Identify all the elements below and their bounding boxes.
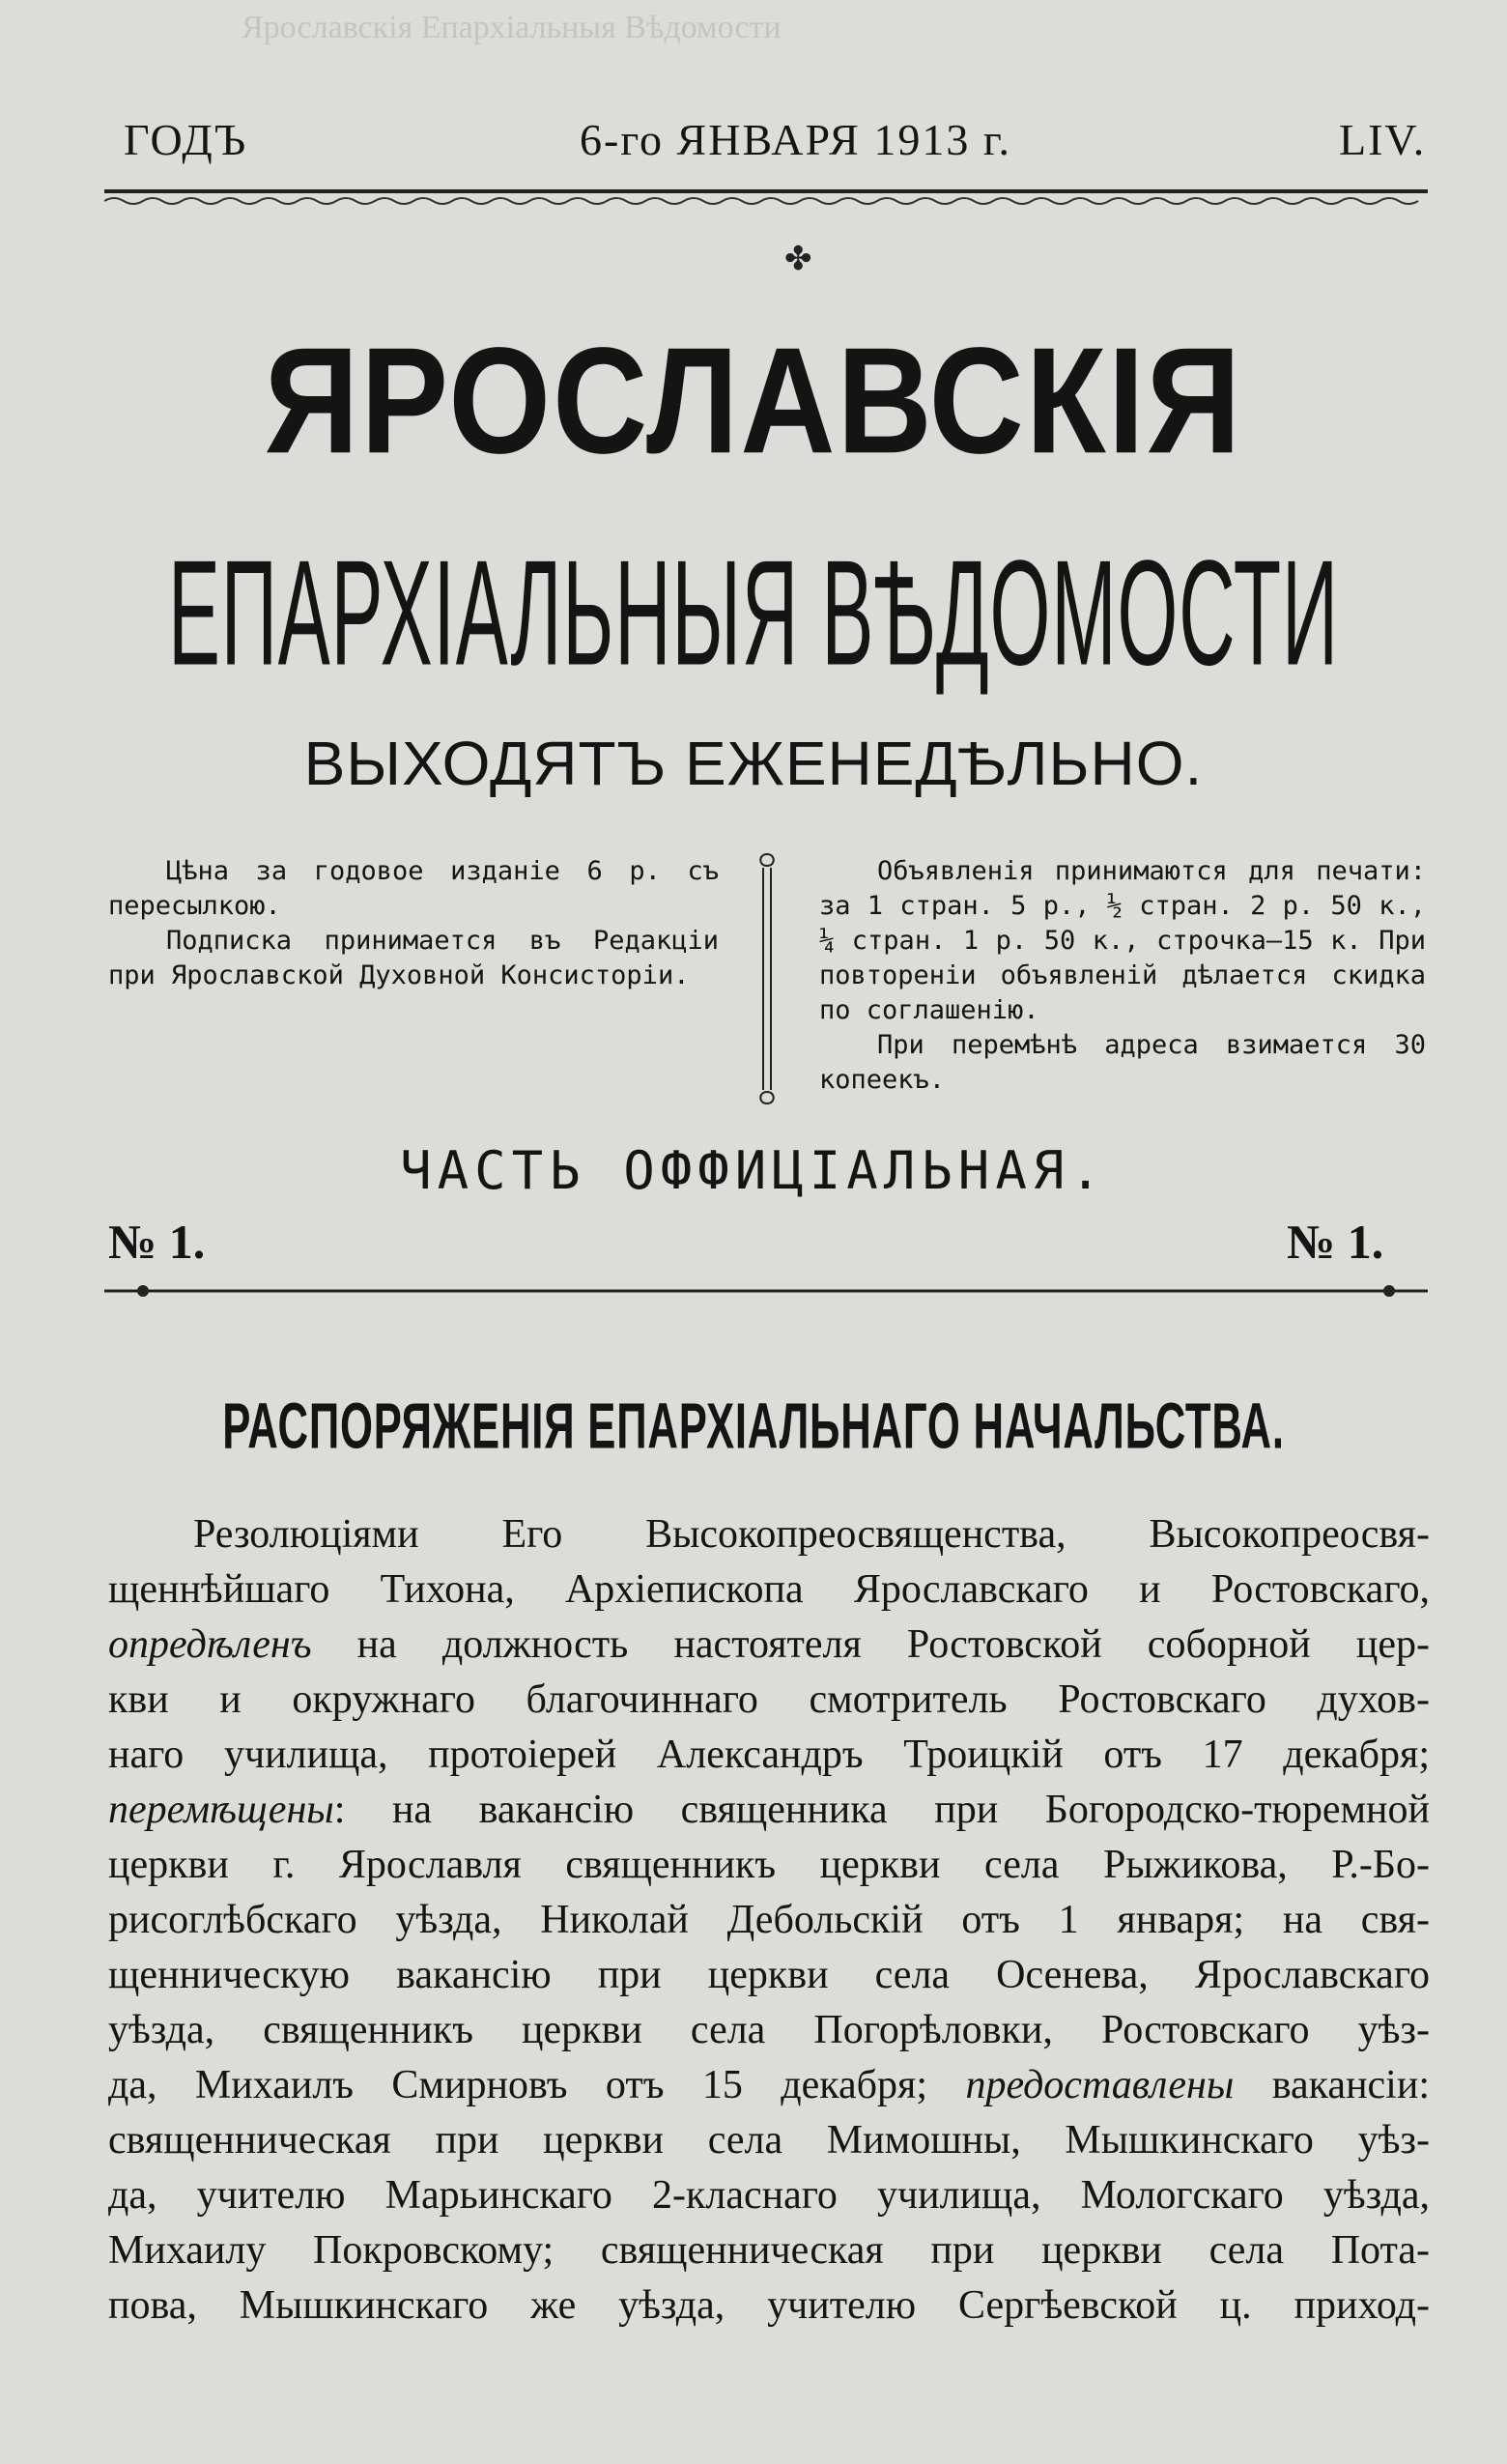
body-line: [108, 2058, 1430, 2113]
body-line: щеннѣйшаго Тихона, Архіепископа Ярославскаго и Ростовскаго,: [108, 1567, 1430, 1612]
ad-rates-text: Объявленія принимаются для печати: за 1 стран. 5 р., ½ стран. 2 р. 50 к., ¼ стран. 1 р. 50 к., строчка—15 к. При повтореніи объявленій дѣлается скидка по соглашенію.: [819, 856, 1426, 1025]
body-line: [108, 1618, 1430, 1673]
body-line: Резолюціями Его Высокопреосвященства, Высокопреосвя-: [193, 1512, 1430, 1557]
body-italic: опредѣленъ: [108, 1622, 312, 1667]
body-line: кви и окружнаго благочиннаго смотритель Ростовскаго духов-: [108, 1677, 1430, 1722]
body-italic: перемѣщены: [108, 1788, 334, 1832]
body-italic: предоставлены: [965, 2063, 1235, 2107]
body-line: наго училища, протоіерей Александръ Троицкій отъ 17 декабря;: [108, 1733, 1430, 1777]
volume-number: LIV.: [1339, 115, 1427, 164]
bleed-through-text: Ярославскія Епархіальныя Вѣдомости: [242, 10, 782, 45]
masthead-subtitle: ВЫХОДЯТЪ ЕЖЕНЕДѢЛЬНО.: [303, 729, 1204, 798]
subscription-text: Подписка принимается въ Редакціи при Ярославской Духовной Консисторіи.: [108, 926, 719, 990]
body-text-segment: : на вакансію священника при Богородско-тюремной: [333, 1788, 1430, 1832]
body-text-segment: вакансіи:: [1234, 2063, 1430, 2107]
subscription-info: [108, 854, 719, 993]
part-title: ЧАСТЬ ОФФИЦІАЛЬНАЯ.: [400, 1140, 1107, 1201]
body-line: Михаилу Покровскому; священническая при церкви села Пота-: [108, 2228, 1430, 2273]
body-text-segment: да, Михаилъ Смирновъ отъ 15 декабря;: [108, 2063, 966, 2107]
body-line: щенническую вакансію при церкви села Осенева, Ярославскаго: [108, 1953, 1430, 1997]
body-line: уѣзда, священникъ церкви села Погорѣловки, Ростовскаго уѣз-: [108, 2008, 1430, 2052]
body-line: [108, 1783, 1430, 1838]
body-line: пова, Мышкинскаго же уѣзда, учителю Сергѣевской ц. приход-: [108, 2283, 1430, 2328]
wavy-rule: [104, 195, 1428, 207]
body-line: рисоглѣбскаго уѣзда, Николай Дебольскій отъ 1 января; на свя-: [108, 1898, 1430, 1942]
price-text: Цѣна за годовое изданіе 6 р. съ пересылкою.: [108, 856, 719, 921]
header-rule: [104, 189, 1428, 193]
ornament-icon: ✤: [784, 242, 812, 277]
column-divider-ornament: [754, 850, 780, 1107]
section-rule: [104, 1281, 1428, 1301]
issue-date: 6-го ЯНВАРЯ 1913 г.: [580, 115, 1011, 164]
issue-number-left: № 1.: [108, 1215, 206, 1269]
body-line: церкви г. Ярославля священникъ церкви села Рыжикова, Р.-Бо-: [108, 1843, 1430, 1887]
section-heading: РАСПОРЯЖЕНІЯ ЕПАРХІАЛЬНАГО НАЧАЛЬСТВА.: [222, 1389, 1285, 1462]
masthead-title-line2: ЕПАРХІАЛЬНЫЯ ВѢДОМОСТИ: [168, 529, 1339, 697]
advertising-info: [819, 854, 1426, 1098]
address-change-text: При перемѣнѣ адреса взимается 30 копеекъ.: [819, 1030, 1426, 1095]
article-body: [108, 1507, 1430, 2334]
body-line: да, учителю Марьинскаго 2-класнаго училища, Мологскаго уѣзда,: [108, 2173, 1430, 2218]
masthead-title-line1: ЯРОСЛАВСКІЯ: [264, 315, 1243, 485]
body-line: священническая при церкви села Мимошны, Мышкинскаго уѣз-: [108, 2118, 1430, 2163]
year-label: ГОДЪ: [124, 115, 248, 164]
issue-number-right: № 1.: [1287, 1215, 1384, 1269]
body-text-segment: на должность настоятеля Ростовской соборной цер-: [311, 1622, 1430, 1667]
